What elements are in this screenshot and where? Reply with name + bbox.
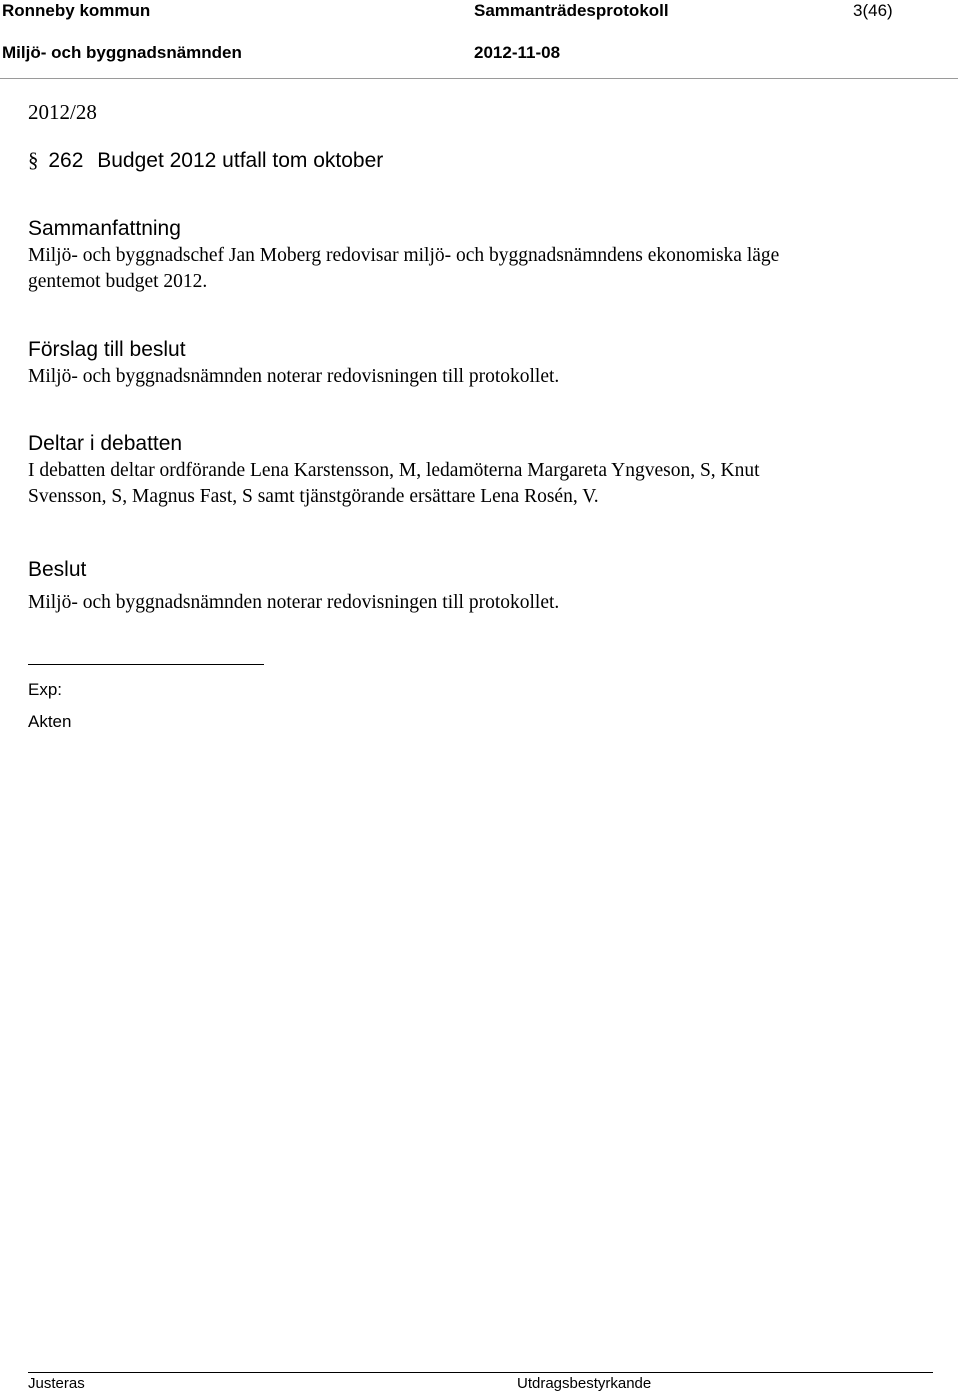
section-number: 262 (48, 149, 84, 172)
debate-text-line-2: Svensson, S, Magnus Fast, S samt tjänstgörande ersättare Lena Rosén, V. (28, 486, 599, 507)
footer-justeras-label: Justeras (28, 1375, 85, 1392)
decision-text: Miljö- och byggnadsnämnden noterar redovisningen till protokollet. (28, 592, 560, 613)
distribution-recipient: Akten (28, 712, 72, 731)
case-reference: 2012/28 (28, 100, 97, 124)
summary-text-line-1: Miljö- och byggnadschef Jan Moberg redovisar miljö- och byggnadsnämndens ekonomiska läge (28, 245, 780, 266)
proposal-text: Miljö- och byggnadsnämnden noterar redovisningen till protokollet. (28, 366, 560, 387)
distribution-label: Exp: (28, 680, 63, 699)
case-title (28, 148, 383, 173)
debate-heading: Deltar i debatten (28, 432, 183, 455)
section-sign: § (28, 148, 39, 172)
summary-heading: Sammanfattning (28, 217, 181, 240)
municipality-name: Ronneby kommun (2, 1, 151, 20)
proposal-heading: Förslag till beslut (28, 338, 186, 361)
document-type: Sammanträdesprotokoll (474, 1, 669, 20)
page-number: 3(46) (853, 1, 893, 20)
committee-name: Miljö- och byggnadsnämnden (2, 43, 242, 62)
meeting-date: 2012-11-08 (474, 43, 561, 62)
footer-divider (28, 1372, 933, 1373)
footer-utdragsbestyrkande-label: Utdragsbestyrkande (517, 1375, 652, 1392)
distribution-divider (28, 664, 264, 665)
summary-text-line-2: gentemot budget 2012. (28, 271, 208, 292)
decision-heading: Beslut (28, 558, 87, 581)
case-title-text: Budget 2012 utfall tom oktober (97, 149, 384, 172)
debate-text-line-1: I debatten deltar ordförande Lena Karstensson, M, ledamöterna Margareta Yngveson, S, Knut (28, 460, 760, 481)
header-divider (0, 78, 958, 79)
